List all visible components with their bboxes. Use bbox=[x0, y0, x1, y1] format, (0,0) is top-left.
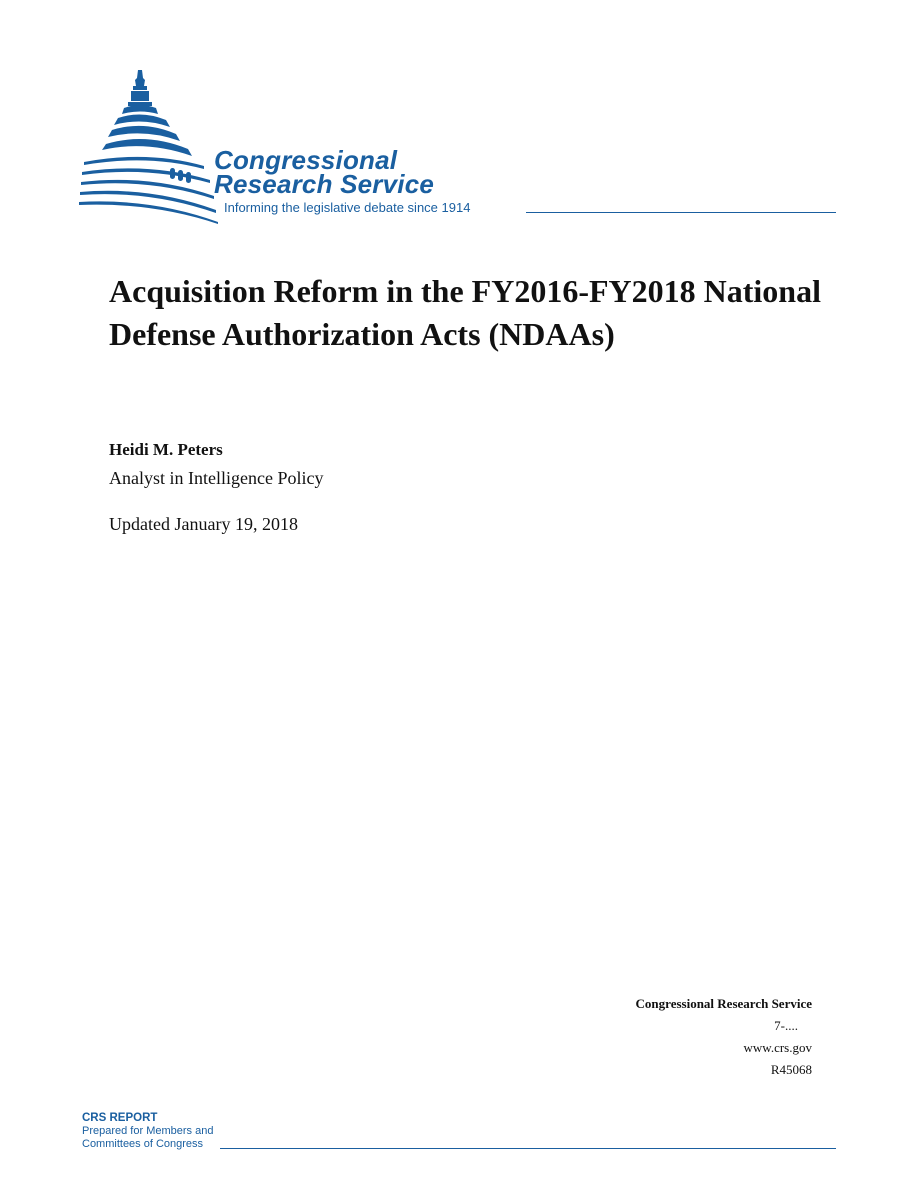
contact-website[interactable]: www.crs.gov bbox=[743, 1040, 812, 1055]
logo-name-line2: Research Service bbox=[214, 169, 435, 199]
report-title: Acquisition Reform in the FY2016-FY2018 National Defense Authorization Acts (NDAAs) bbox=[109, 273, 821, 352]
contact-phone: 7-.... bbox=[774, 1018, 798, 1033]
report-number: R45068 bbox=[770, 1062, 812, 1077]
updated-date: Updated January 19, 2018 bbox=[109, 514, 298, 534]
contact-block bbox=[512, 993, 812, 1081]
contact-org: Congressional Research Service bbox=[635, 996, 812, 1011]
crs-logo bbox=[78, 64, 838, 224]
author-role: Analyst in Intelligence Policy bbox=[109, 468, 324, 488]
logo-divider bbox=[526, 212, 836, 213]
footer-label: CRS REPORT bbox=[82, 1112, 158, 1124]
footer-line1: Prepared for Members and bbox=[82, 1125, 214, 1137]
capitol-dome-icon bbox=[78, 64, 218, 224]
logo-name-line1: Congressional bbox=[214, 145, 398, 175]
logo-tagline: Informing the legislative debate since 1914 bbox=[224, 200, 471, 215]
footer-line2: Committees of Congress bbox=[82, 1138, 204, 1150]
footer-block bbox=[82, 1112, 213, 1151]
footer-divider bbox=[220, 1148, 836, 1149]
author-name: Heidi M. Peters bbox=[109, 440, 223, 459]
